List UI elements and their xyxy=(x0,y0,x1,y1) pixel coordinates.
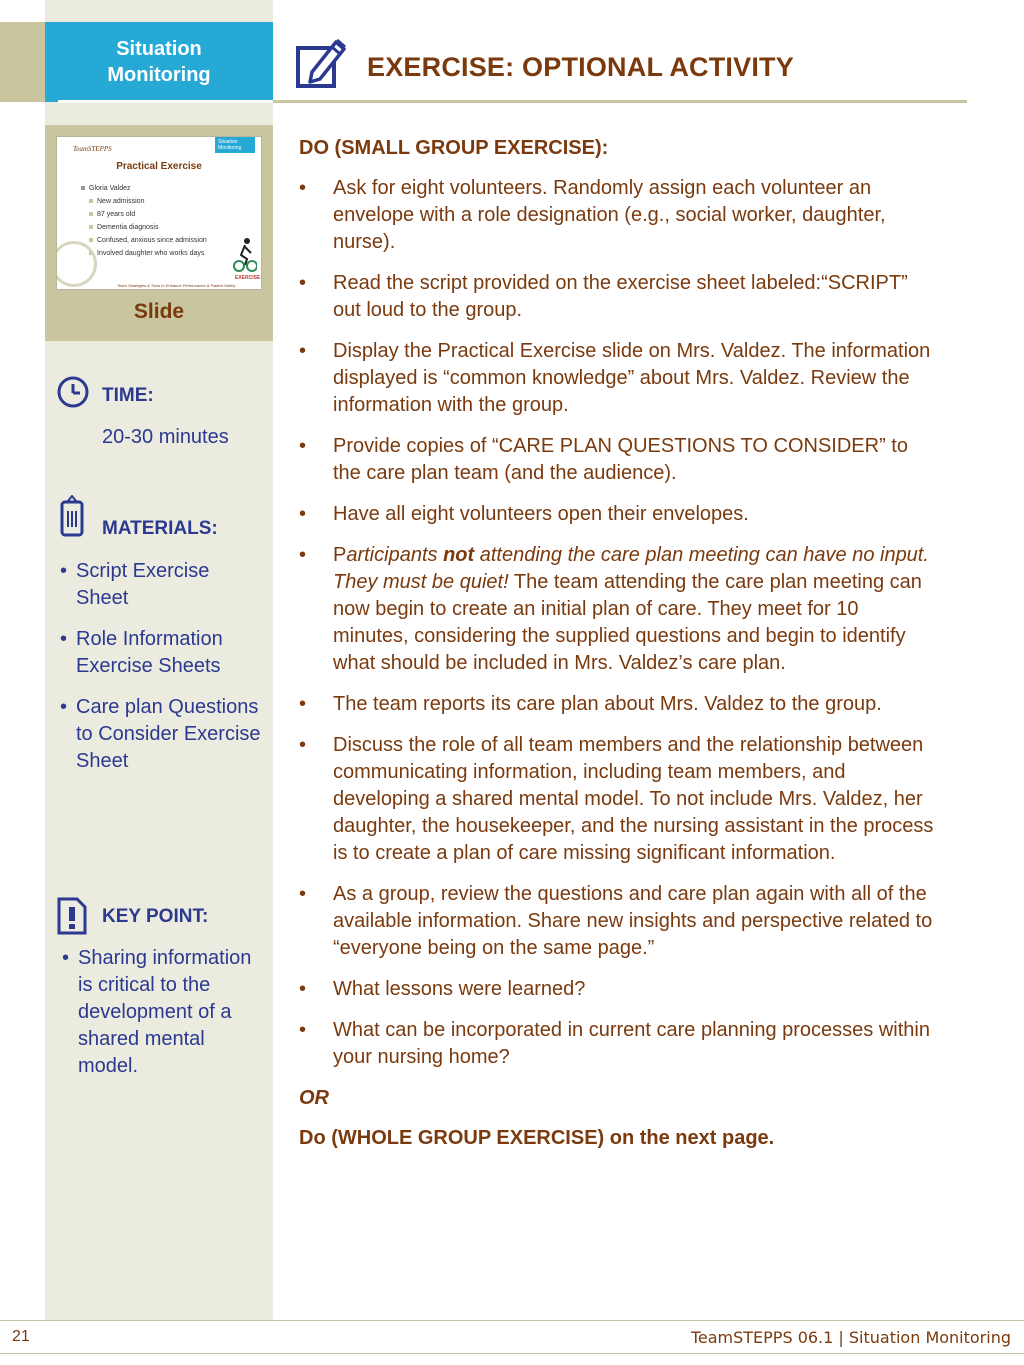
main-heading: DO (SMALL GROUP EXERCISE): xyxy=(299,137,609,159)
thumb-exercise-tag: EXERCISE xyxy=(235,275,261,281)
instruction-item: • Ask for eight volunteers. Randomly assign each volunteer an envelope with a role designation (e.g., social worker, daughter, nurse). xyxy=(299,175,939,256)
materials-item: • Care plan Questions to Consider Exercise Sheet xyxy=(57,694,267,775)
key-point-item: • Sharing information is critical to the development of a shared mental model. xyxy=(59,945,259,1080)
thumb-logo: TeamSTEPPS xyxy=(73,145,112,153)
clock-icon xyxy=(56,375,90,409)
materials-list xyxy=(57,558,267,789)
footer-text: TeamSTEPPS 06.1 | Situation Monitoring xyxy=(690,1328,1011,1347)
thumb-item: Dementia diagnosis xyxy=(89,221,207,234)
section-tab-line2: Monitoring xyxy=(107,64,211,86)
slide-label: Slide xyxy=(133,300,185,323)
footer-divider-bottom xyxy=(0,1353,1024,1354)
section-tab-line1: Situation xyxy=(116,38,202,60)
instruction-item: • Display the Practical Exercise slide on Mrs. Valdez. The information displayed is “common knowledge” about Mrs. Valdez. Review the information with the group. xyxy=(299,338,939,419)
clipboard-icon xyxy=(60,495,84,537)
section-tab xyxy=(45,22,273,102)
thumb-item: Gloria Valdez xyxy=(81,182,207,195)
instruction-item: • Provide copies of “CARE PLAN QUESTIONS TO CONSIDER” to the care plan team (and the audience). xyxy=(299,433,939,487)
participants-rest: The team attending the care plan meeting can now begin to create an initial plan of care. They meet for 10 minutes, considering the supplied questions and begin to identify what should be included in Mrs. Valdez’s care plan. xyxy=(333,571,922,674)
header-divider xyxy=(273,100,967,103)
closing-text: Do (WHOLE GROUP EXERCISE) on the next page. xyxy=(299,1127,775,1149)
instruction-item: • Read the script provided on the exercise sheet labeled:“SCRIPT” out loud to the group. xyxy=(299,270,939,324)
participants-quiet: attending the care plan meeting can have no input. They must be quiet! xyxy=(333,544,929,593)
thumb-title: Practical Exercise xyxy=(116,161,202,172)
exclamation-note-icon xyxy=(57,897,87,935)
instruction-item-participants xyxy=(299,542,939,677)
tab-underline xyxy=(58,100,273,103)
instruction-item: • As a group, review the questions and care plan again with all of the available information. Share new insights and perspective related to “everyone being on the same page.” xyxy=(299,881,939,962)
thumb-item: Confused, anxious since admission xyxy=(89,234,207,247)
footer-divider-top xyxy=(0,1320,1024,1321)
materials-heading: MATERIALS: xyxy=(102,518,218,539)
participants-not: not xyxy=(443,544,475,566)
materials-item: • Script Exercise Sheet xyxy=(57,558,267,612)
page-number: 21 xyxy=(12,1328,30,1345)
thumb-watermark xyxy=(56,241,97,287)
cyclist-figure-icon xyxy=(233,237,257,273)
thumb-item: 87 years old xyxy=(89,208,207,221)
thumb-footer: Team Strategies & Tools to Enhance Performance & Patient Safety xyxy=(117,283,236,288)
thumb-list xyxy=(81,182,207,260)
or-text: OR xyxy=(299,1087,329,1109)
key-point-heading: KEY POINT: xyxy=(102,906,209,927)
thumb-badge: Situation Monitoring xyxy=(215,137,255,153)
thumb-item: Involved daughter who works days xyxy=(89,247,207,260)
instruction-item: • Discuss the role of all team members and the relationship between communicating information, including team members, and developing a shared mental model. To not include Mrs. Valdez, her daughter, the housekeeper, and the nursing assistant in the process is to create a plan of care missing significant information. xyxy=(299,732,939,867)
instruction-item: • What lessons were learned? xyxy=(299,976,939,1003)
instruction-item: • The team reports its care plan about Mrs. Valdez to the group. xyxy=(299,691,939,718)
slide-thumbnail xyxy=(56,136,262,290)
instruction-item: • Have all eight volunteers open their envelopes. xyxy=(299,501,939,528)
participants-italic: articipants xyxy=(346,544,444,566)
time-value: 20-30 minutes xyxy=(102,426,229,448)
time-heading: TIME: xyxy=(102,385,154,406)
thumb-item: New admission xyxy=(89,195,207,208)
instruction-item: • What can be incorporated in current care planning processes within your nursing home? xyxy=(299,1017,939,1071)
main-content xyxy=(299,135,939,1152)
key-point-list xyxy=(59,945,259,1094)
page-title: EXERCISE: OPTIONAL ACTIVITY xyxy=(367,52,794,82)
participants-initial: P xyxy=(333,544,347,566)
instruction-list xyxy=(299,175,939,1071)
edit-note-icon xyxy=(296,36,348,88)
materials-item: • Role Information Exercise Sheets xyxy=(57,626,267,680)
